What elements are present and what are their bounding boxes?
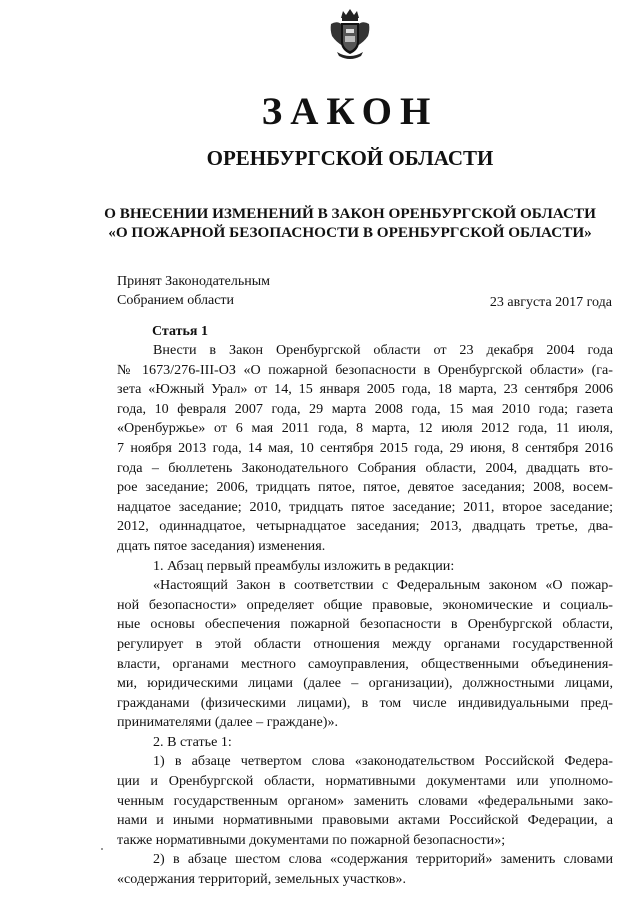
subject-line: «О ПОЖАРНОЙ БЕЗОПАСНОСТИ В ОРЕНБУРГСКОЙ ОБЛАСТИ» [108,224,592,241]
text-line: также нормативными документами по пожарной безопасности»; [117,831,506,848]
text-line: регулирует в этой области отношения между органами государственной [117,635,613,652]
law-subject [0,204,640,242]
adoption-date: 23 августа 2017 года [489,295,612,310]
quoted-preamble [117,576,613,733]
text-line: «Оренбуржье» от 6 мая 2011 года, 8 марта, 12 июля 2012 года, 11 июля, [117,420,613,437]
article-intro-cont [117,361,613,557]
subject-line: О ВНЕСЕНИИ ИЗМЕНЕНИЙ В ЗАКОН ОРЕНБУРГСКОЙ ОБЛАСТИ [104,205,596,222]
region-title: ОРЕНБУРГСКОЙ ОБЛАСТИ [206,146,494,170]
text-line: ной безопасности» определяет общие правовые, экономические и социаль- [117,596,613,613]
text-line: 1) в абзаце четвертом слова «законодательством Российской Федера- [153,753,613,770]
text-line: 7 ноября 2013 года, 14 мая, 10 сентября 2015 года, 29 июня, 8 сентября 2016 [117,439,613,456]
text-line: власти, органами местного самоуправления, общественными объединения- [117,655,613,672]
text-line: «содержания территорий, земельных участков». [117,871,406,888]
text-line: ченным государственным органом» заменить словами «федеральными зако- [117,792,613,809]
text-line: 2) в абзаце шестом слова «содержания территорий» заменить словами [153,851,613,868]
text-line: ции и Оренбургской области, нормативными документами или уполномо- [117,773,613,790]
text-line: № 1673/276-III-ОЗ «О пожарной безопасности в Оренбургской области» (га- [117,361,613,378]
sub-item-1 [117,752,613,850]
text-line: года – бюллетень Законодательного Собрания области, 2004, двадцать вто- [117,459,613,476]
scan-speck [101,848,103,850]
coat-of-arms-icon [327,6,373,60]
adoption-line: Принят Законодательным [117,274,270,289]
law-title: ЗАКОН [261,90,439,133]
adoption-line: Собранием области [117,293,235,308]
text-line: года, 10 февраля 2007 года, 29 марта 2008 года, 15 мая 2010 года; газета [117,400,613,417]
text-line: гражданами (физическими лицами), в том числе индивидуальными пред- [117,694,613,711]
article-heading: Статья 1 [152,324,208,339]
article-body [117,341,613,890]
text-line: рое заседание; 2006, тридцать пятое, пятое, девятое заседания; 2008, восем- [117,479,613,496]
article-intro [117,341,613,361]
text-line: зета «Южный Урал» от 14, 15 января 2005 года, 18 марта, 23 сентября 2006 [117,381,613,398]
item-1: 1. Абзац первый преамбулы изложить в редакции: [153,557,455,574]
text-line: Внести в Закон Оренбургской области от 23 декабря 2004 года [153,342,613,358]
adoption-note [117,272,270,310]
text-line: дцать пятое заседания) изменения. [117,537,326,554]
text-line: надцатое заседание; 2010, тридцать пятое заседание; 2011, второе заседание; [117,498,613,515]
text-line: «Настоящий Закон в соответствии с Федеральным законом «О пожар- [153,577,613,594]
text-line: ные основы обеспечения пожарной безопасности в Оренбургской области, [117,616,613,633]
sub-item-2 [117,850,613,889]
text-line: ми, юридическими лицами (далее – организации), должностными лицами, [117,675,613,692]
text-line: нами и иными нормативными правовыми актами Российской Федерации, а [117,812,613,829]
text-line: 2012, одиннадцатое, четырнадцатое заседания; 2013, двадцать третье, два- [117,518,613,535]
item-2: 2. В статье 1: [153,733,232,750]
text-line: принимателями (далее – граждане)». [117,714,339,731]
